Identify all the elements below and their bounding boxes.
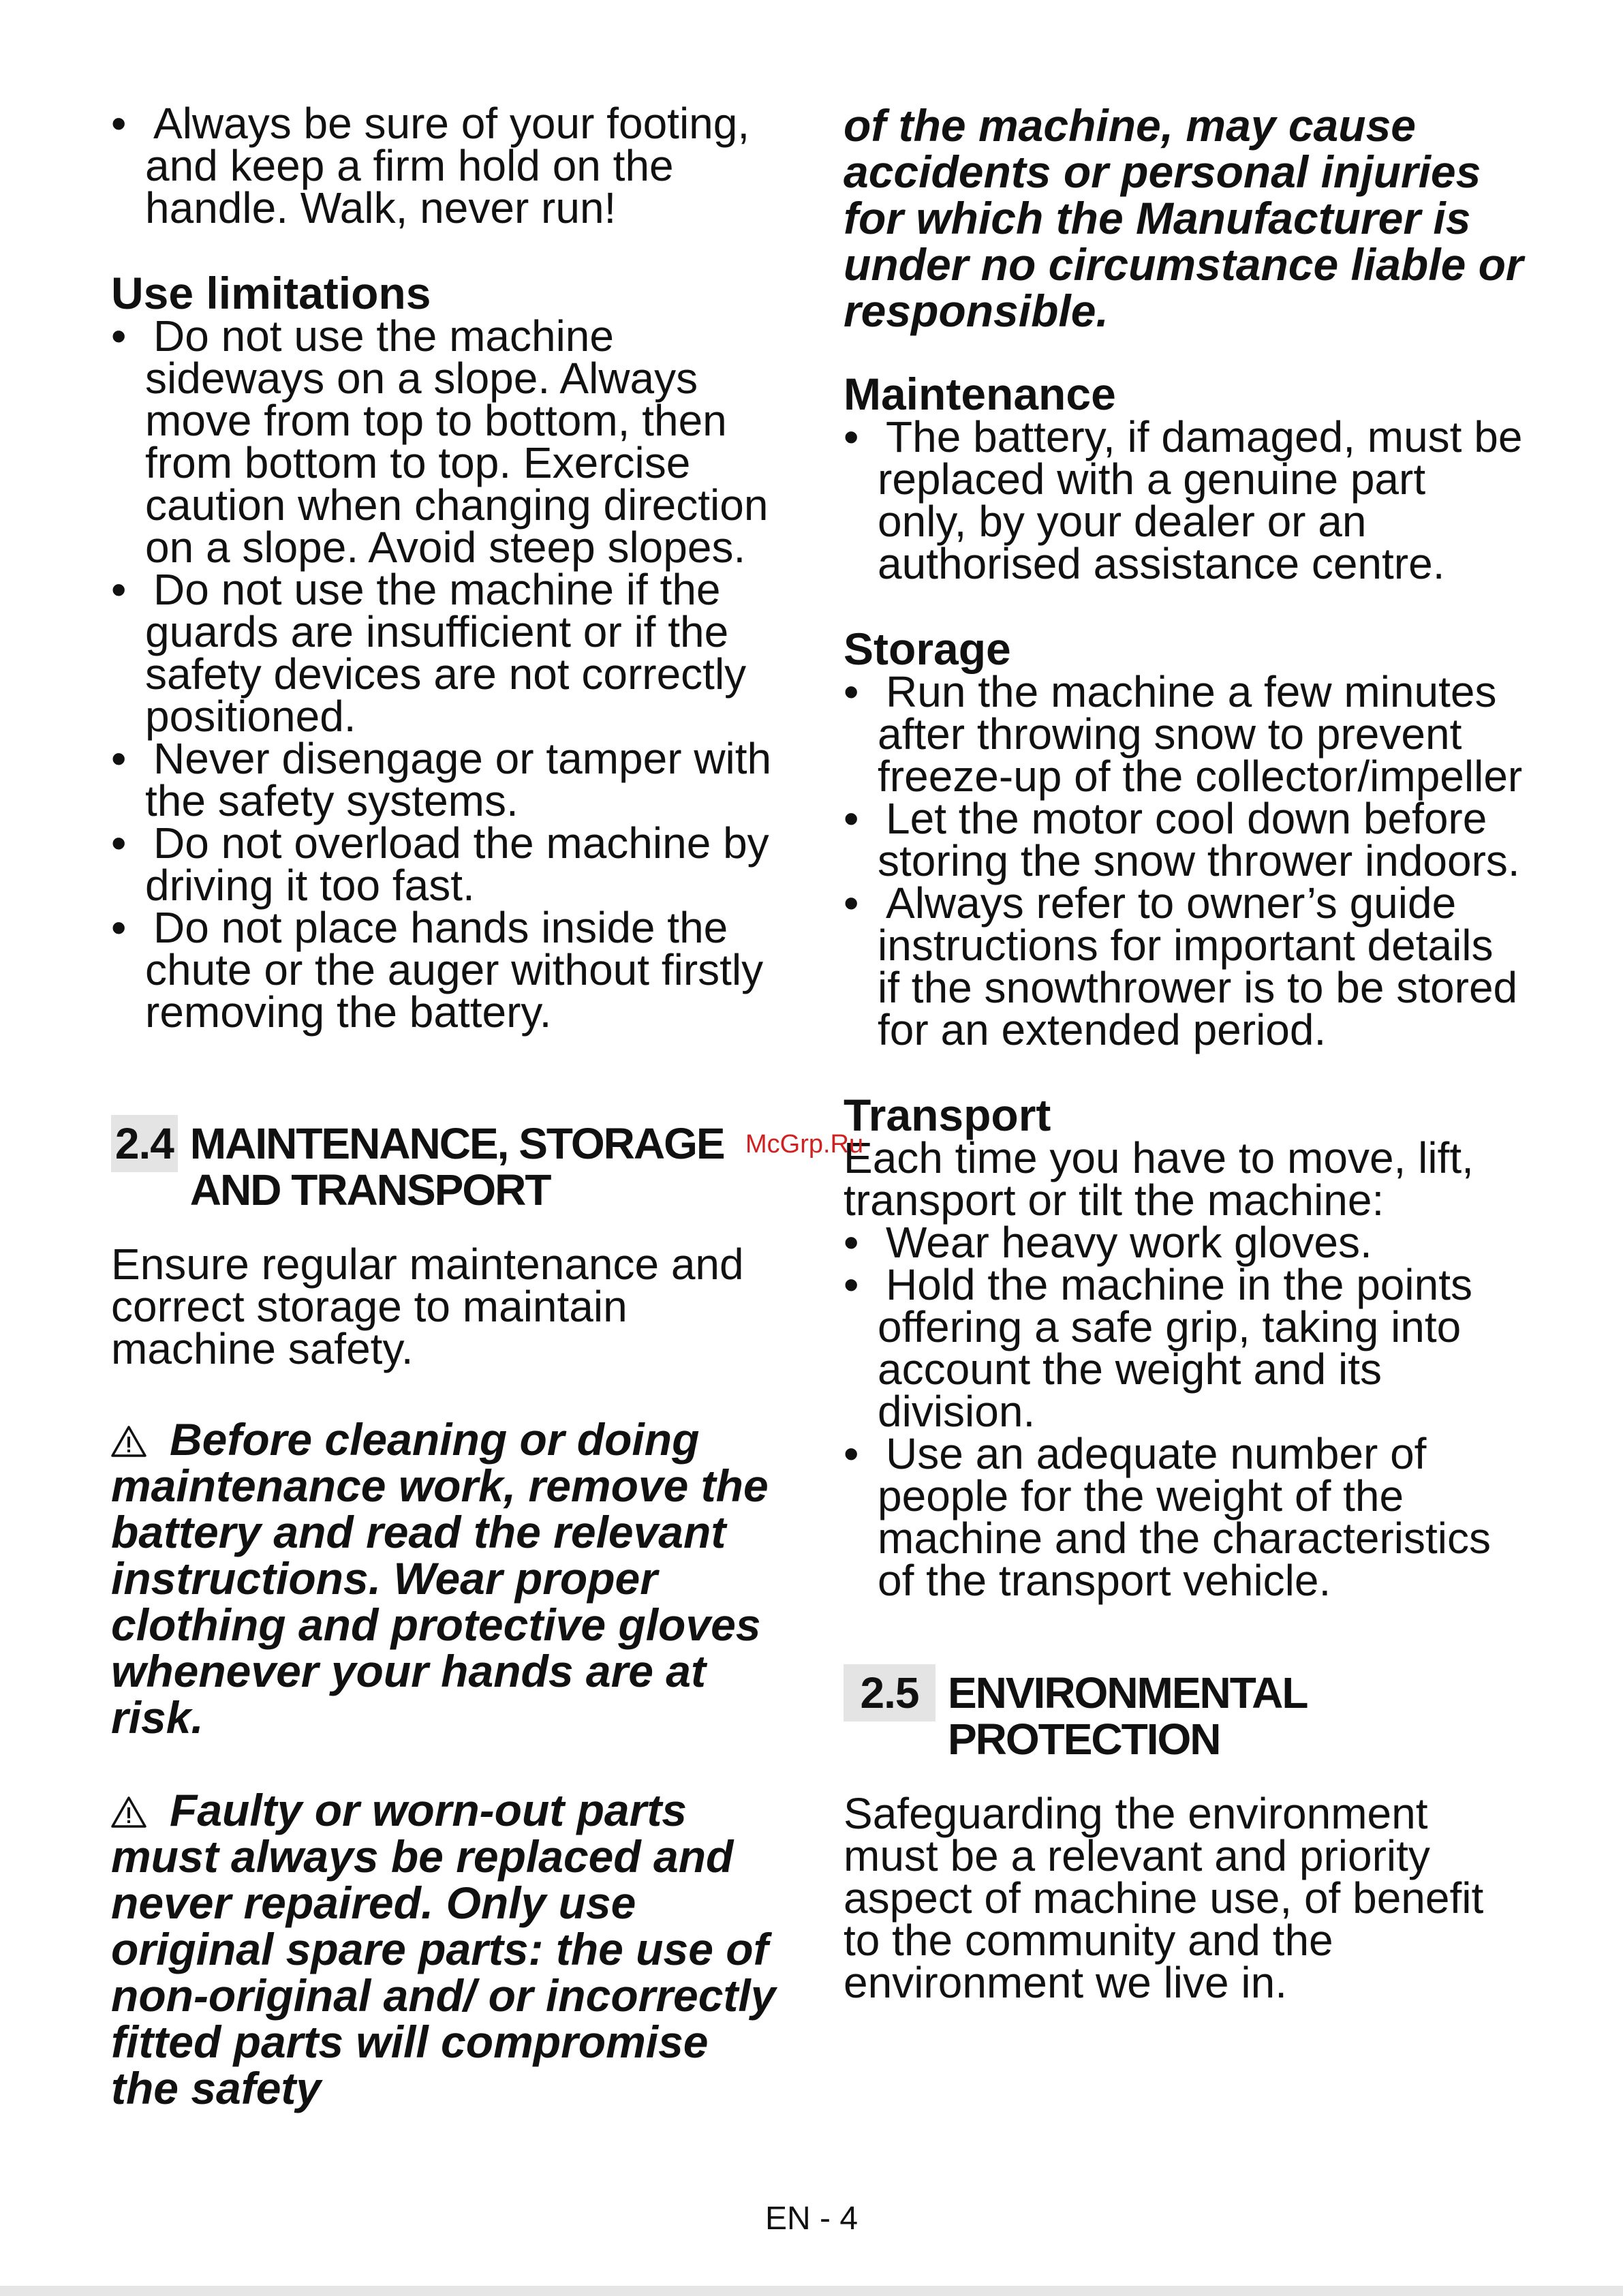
page-number: EN - 4	[764, 2201, 859, 2237]
warning-continuation: of the machine, may cause accidents or personal injuries for which the Manufacturer is under no circumstance liable or responsible.	[844, 100, 1524, 336]
list-item	[111, 99, 779, 232]
list-item-text: Do not use the machine sideways on a slope. Always move from top to bottom, then from bottom to top. Exercise caution when changing direction on a slope. Avoid steep slopes.	[145, 311, 769, 572]
section-title: MAINTENANCE, STORAGE AND TRANSPORT	[189, 1119, 724, 1214]
footer-bar	[0, 2286, 1623, 2296]
list-item-text: Do not place hands inside the chute or the auger without firstly removing the battery.	[145, 903, 764, 1037]
section-number: 2.5	[844, 1664, 936, 1721]
list-item-text: The battery, if damaged, must be replaced with a genuine part only, by your dealer or an authorised assistance centre.	[878, 412, 1523, 588]
maintenance-list	[844, 412, 1525, 588]
storage-list	[844, 667, 1525, 1054]
list-item	[844, 1260, 1525, 1436]
warning-icon	[111, 1425, 146, 1458]
list-item-text: Never disengage or tamper with the safety systems.	[145, 734, 772, 825]
list-item	[111, 903, 779, 1037]
list-item	[844, 412, 1525, 588]
list-item-text: Let the motor cool down before storing the snow thrower indoors.	[878, 794, 1520, 885]
section-intro: Ensure regular maintenance and correct storage to maintain machine safety.	[111, 1240, 744, 1373]
warning-text: Before cleaning or doing maintenance work, remove the battery and read the relevant instructions. Wear proper clothing and protective gloves whenever your hands are at risk.	[111, 1414, 769, 1743]
right-column	[844, 100, 1525, 2007]
section-number: 2.4	[111, 1115, 178, 1172]
left-column	[111, 99, 779, 2113]
list-item	[844, 1429, 1525, 1605]
list-item	[844, 878, 1525, 1054]
section-heading-2-5	[844, 1664, 1525, 1762]
list-item-text: Run the machine a few minutes after throwing snow to prevent freeze-up of the collector/impeller	[878, 667, 1523, 801]
use-limitations-list	[111, 311, 779, 1037]
section-title: ENVIRONMENTAL PROTECTION	[947, 1668, 1307, 1764]
watermark: McGrp.Ru	[745, 1130, 864, 1159]
footing-list	[111, 99, 779, 232]
use-limitations-heading: Use limitations	[111, 268, 431, 318]
warning-text: Faulty or worn-out parts must always be replaced and never repaired. Only use original spare parts: the use of non-original and/ or incorrectly fitted parts will compromise the safety	[111, 1785, 776, 2113]
list-item	[111, 818, 779, 910]
list-item-text: Always be sure of your footing, and keep a firm hold on the handle. Walk, never run!	[145, 99, 750, 232]
warning-paragraph	[111, 1416, 779, 1741]
warning-icon	[111, 1796, 146, 1828]
storage-heading: Storage	[844, 624, 1011, 674]
list-item	[111, 311, 779, 572]
warning-paragraph	[111, 1787, 779, 2111]
list-item	[844, 794, 1525, 885]
list-item	[844, 1218, 1525, 1267]
list-item-text: Do not overload the machine by driving it too fast.	[145, 818, 769, 910]
maintenance-heading: Maintenance	[844, 369, 1116, 419]
list-item-text: Hold the machine in the points offering a safe grip, taking into account the weight and its division.	[878, 1260, 1472, 1436]
list-item-text: Use an adequate number of people for the weight of the machine and the characteristics of the transport vehicle.	[878, 1429, 1491, 1605]
list-item-text: Always refer to owner’s guide instructions for important details if the snowthrower is to be stored for an extended period.	[878, 878, 1518, 1054]
transport-intro: Each time you have to move, lift, transport or tilt the machine:	[844, 1133, 1474, 1225]
list-item	[844, 667, 1525, 801]
transport-list	[844, 1218, 1525, 1605]
section-text: Safeguarding the environment must be a relevant and priority aspect of machine use, of benefit to the community and the environment we live in.	[844, 1789, 1484, 2007]
transport-heading: Transport	[844, 1090, 1051, 1140]
section-heading-2-4	[111, 1115, 779, 1213]
list-item	[111, 565, 779, 741]
list-item	[111, 734, 779, 825]
list-item-text: Wear heavy work gloves.	[886, 1218, 1372, 1267]
list-item-text: Do not use the machine if the guards are insufficient or if the safety devices are not correctly positioned.	[145, 565, 747, 741]
